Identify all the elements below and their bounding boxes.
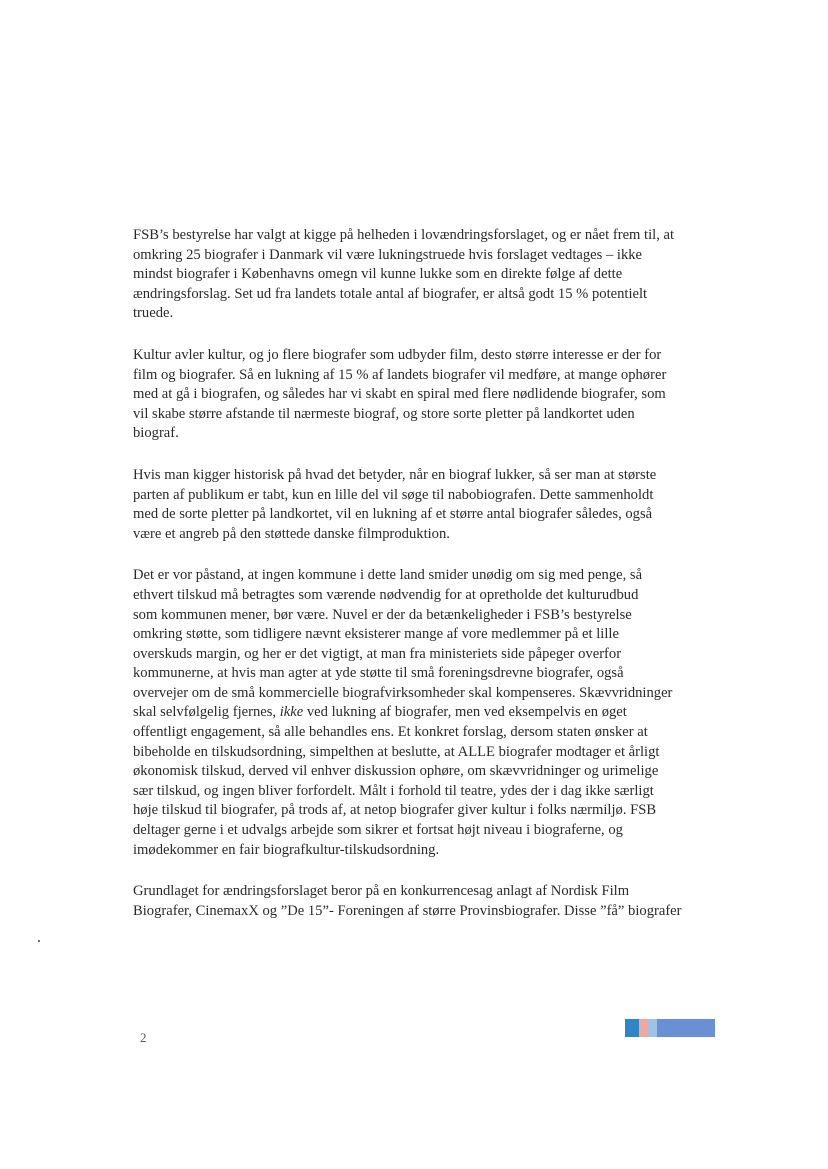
text-line: parten af publikum er tabt, kun en lille del vil søge til nabobiografen. Dette sammenholdt (133, 486, 654, 503)
paragraph-3 (133, 466, 711, 544)
brand-bar-segment (625, 1019, 639, 1037)
text-line: truede. (133, 305, 174, 322)
text-line: ethvert tilskud må betragtes som værende nødvendig for at opretholde det kulturudbud (133, 586, 639, 603)
brand-bar-segment (657, 1019, 715, 1037)
paragraph-5 (133, 882, 711, 921)
paragraph-4 (133, 566, 711, 860)
paragraph-1 (133, 226, 711, 324)
text-line: mindst biografer i Københavns omegn vil kunne lukke som en direkte følge af dette (133, 266, 623, 283)
text-line: sær tilskud, og ingen bliver forfordelt. Målt i forhold til teatre, ydes der i dag ikke særligt (133, 782, 654, 799)
text-line: offentligt engagement, så alle behandles ens. Et konkret forslag, dersom staten ønsker at (133, 724, 648, 741)
text-line: omkring støtte, som tidligere nævnt eksisterer mange af vore medlemmer på et lille (133, 626, 619, 643)
text-line: Kultur avler kultur, og jo flere biografer som udbyder film, desto større interesse er der for (133, 346, 662, 363)
text-line: Det er vor påstand, at ingen kommune i dette land smider unødig om sig med penge, så (133, 567, 643, 584)
text-line: overskuds margin, og her er det vigtigt, at man fra ministeriets side påpeger overfor (133, 645, 622, 662)
page-number: 2 (140, 1030, 147, 1045)
text-line: overvejer om de små kommercielle biografvirksomheder skal kompenseres. Skævvridninger (133, 684, 673, 701)
text-line: være et angreb på den støttede danske filmproduktion. (133, 525, 450, 542)
body-text (133, 226, 711, 943)
text-line: imødekommer en fair biografkultur-tilskudsordning. (133, 841, 440, 858)
text-line: FSB’s bestyrelse har valgt at kigge på helheden i lovændringsforslaget, og er nået frem til, at (133, 227, 675, 243)
text-line: vil skabe større afstande til nærmeste biograf, og store sorte pletter på landkortet uden (133, 405, 635, 422)
text-line: bibeholde en tilskudsordning, simpelthen at beslutte, at ALLE biografer modtager et årligt (133, 743, 660, 760)
text-line: skal selvfølgelig fjernes, ikke ved lukning af biografer, men ved eksempelvis en øget (133, 704, 627, 721)
text-line: biograf. (133, 425, 179, 442)
text-line: Biografer, CinemaxX og ”De 15”- Foreningen af større Provinsbiografer. Disse ”få” biografer (133, 902, 682, 919)
text-line: høje tilskud til biografer, på trods af, at netop biografer giver kultur i folks nærmiljø. FSB (133, 802, 657, 819)
brand-color-bar (625, 1019, 715, 1037)
text-line: kommunerne, at hvis man agter at yde støtte til små foreningsdrevne biografer, også (133, 665, 624, 682)
paragraph-2 (133, 346, 711, 444)
text-line: Hvis man kigger historisk på hvad det betyder, når en biograf lukker, så ser man at største (133, 466, 657, 483)
text-line: med at gå i biografen, og således har vi skabt en spiral med flere nødlidende biografer, som (133, 386, 666, 403)
stray-mark (38, 940, 40, 942)
brand-bar-segment (639, 1019, 648, 1037)
text-line: omkring 25 biografer i Danmark vil være lukningstruede hvis forslaget vedtages – ikke (133, 246, 643, 263)
text-line: film og biografer. Så en lukning af 15 % af landets biografer vil medføre, at mange ophører (133, 366, 667, 383)
brand-bar-segment (648, 1019, 657, 1037)
text-line: deltager gerne i et udvalgs arbejde som sikrer et fortsat højt niveau i biograferne, og (133, 822, 623, 839)
text-line: som kommunen mener, bør være. Nuvel er der da betænkeligheder i FSB’s bestyrelse (133, 606, 632, 623)
text-line: ændringsforslag. Set ud fra landets totale antal af biografer, er altså godt 15 % potentielt (133, 285, 648, 302)
text-line: Grundlaget for ændringsforslaget beror på en konkurrencesag anlagt af Nordisk Film (133, 883, 630, 900)
text-line: med de sorte pletter på landkortet, vil en lukning af et større antal biografer således, også (133, 506, 653, 523)
text-line: økonomisk tilskud, derved vil enhver diskussion ophøre, om skævvridninger og urimelige (133, 763, 659, 780)
